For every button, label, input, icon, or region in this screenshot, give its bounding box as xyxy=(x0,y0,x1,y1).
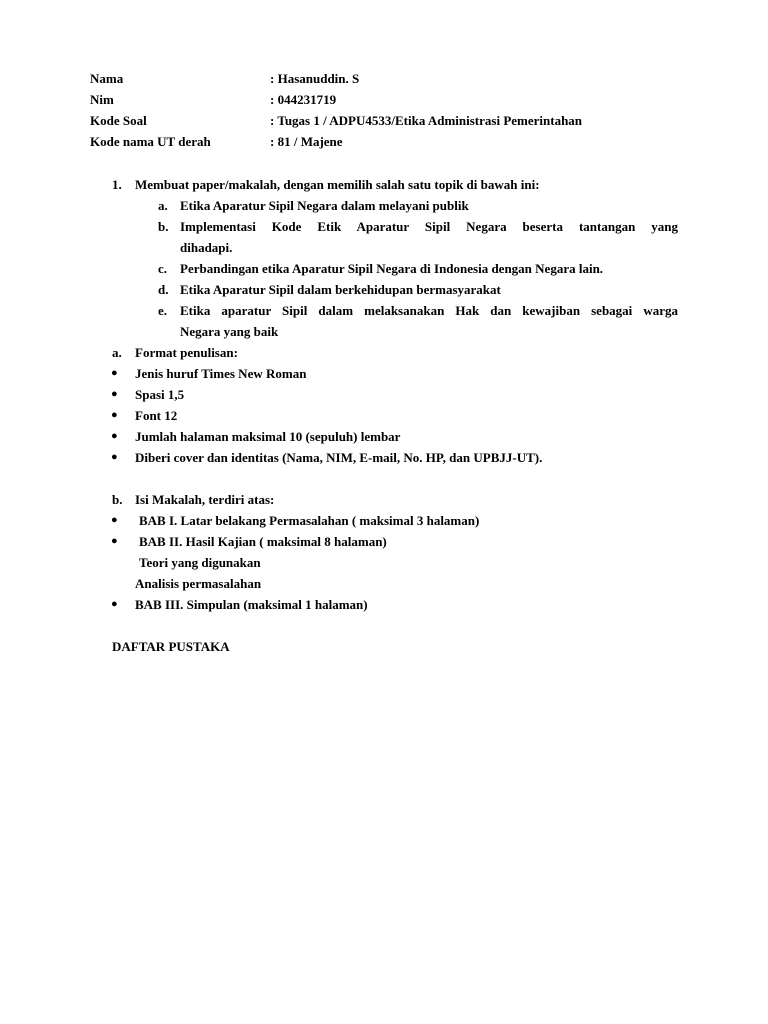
list-item-text: Diberi cover dan identitas (Nama, NIM, E-mail, No. HP, dan UPBJJ-UT). xyxy=(135,450,543,465)
topic-marker: e. xyxy=(158,303,168,318)
topic-text: Perbandingan etika Aparatur Sipil Negara di Indonesia dengan Negara lain. xyxy=(180,261,604,276)
topic-text-line1: Implementasi Kode Etik Aparatur Sipil Negara beserta tantangan yang xyxy=(180,219,678,234)
question-number: 1. xyxy=(112,177,122,192)
topic-text: Etika Aparatur Sipil dalam berkehidupan bermasyarakat xyxy=(180,282,501,297)
bullet-icon: ● xyxy=(111,598,118,610)
sub-item: Teori yang digunakan xyxy=(139,555,261,570)
references-heading: DAFTAR PUSTAKA xyxy=(112,639,230,654)
list-item-text: Jumlah halaman maksimal 10 (sepuluh) lembar xyxy=(135,429,401,444)
topic-marker: b. xyxy=(158,219,169,234)
format-marker: a. xyxy=(112,345,122,360)
info-value: : 044231719 xyxy=(270,92,337,107)
bullet-icon: ● xyxy=(111,409,118,421)
bullet-icon: ● xyxy=(111,388,118,400)
question-text: Membuat paper/makalah, dengan memilih salah satu topik di bawah ini: xyxy=(135,177,540,192)
topic-text-line2: Negara yang baik xyxy=(180,324,279,339)
topic-marker: d. xyxy=(158,282,169,297)
bullet-icon: ● xyxy=(111,430,118,442)
info-label: Nama xyxy=(90,71,124,86)
topic-text-line1: Etika aparatur Sipil dalam melaksanakan Hak dan kewajiban sebagai warga xyxy=(180,303,678,318)
bullet-icon: ● xyxy=(111,367,118,379)
list-item-text: Jenis huruf Times New Roman xyxy=(135,366,307,381)
topic-text: Etika Aparatur Sipil Negara dalam melayani publik xyxy=(180,198,469,213)
bab-text: BAB I. Latar belakang Permasalahan ( maksimal 3 halaman) xyxy=(139,513,480,528)
info-value: : 81 / Majene xyxy=(270,134,343,149)
info-value: : Hasanuddin. S xyxy=(270,71,360,86)
list-item-text: Font 12 xyxy=(135,408,178,423)
info-label: Kode Soal xyxy=(90,113,147,128)
sub-item: Analisis permasalahan xyxy=(135,576,262,591)
bullet-icon: ● xyxy=(111,535,118,547)
topic-marker: c. xyxy=(158,261,168,276)
bab-text: BAB III. Simpulan (maksimal 1 halaman) xyxy=(135,597,368,612)
bullet-icon: ● xyxy=(111,451,118,463)
content-marker: b. xyxy=(112,492,123,507)
bab-text: BAB II. Hasil Kajian ( maksimal 8 halaman) xyxy=(139,534,387,549)
info-label: Nim xyxy=(90,92,114,107)
info-value: : Tugas 1 / ADPU4533/Etika Administrasi Pemerintahan xyxy=(270,113,583,128)
topic-marker: a. xyxy=(158,198,168,213)
list-item-text: Spasi 1,5 xyxy=(135,387,185,402)
info-label: Kode nama UT derah xyxy=(90,134,211,149)
topic-text-line2: dihadapi. xyxy=(180,240,233,255)
format-title: Format penulisan: xyxy=(135,345,238,360)
bullet-icon: ● xyxy=(111,514,118,526)
content-title: Isi Makalah, terdiri atas: xyxy=(135,492,275,507)
